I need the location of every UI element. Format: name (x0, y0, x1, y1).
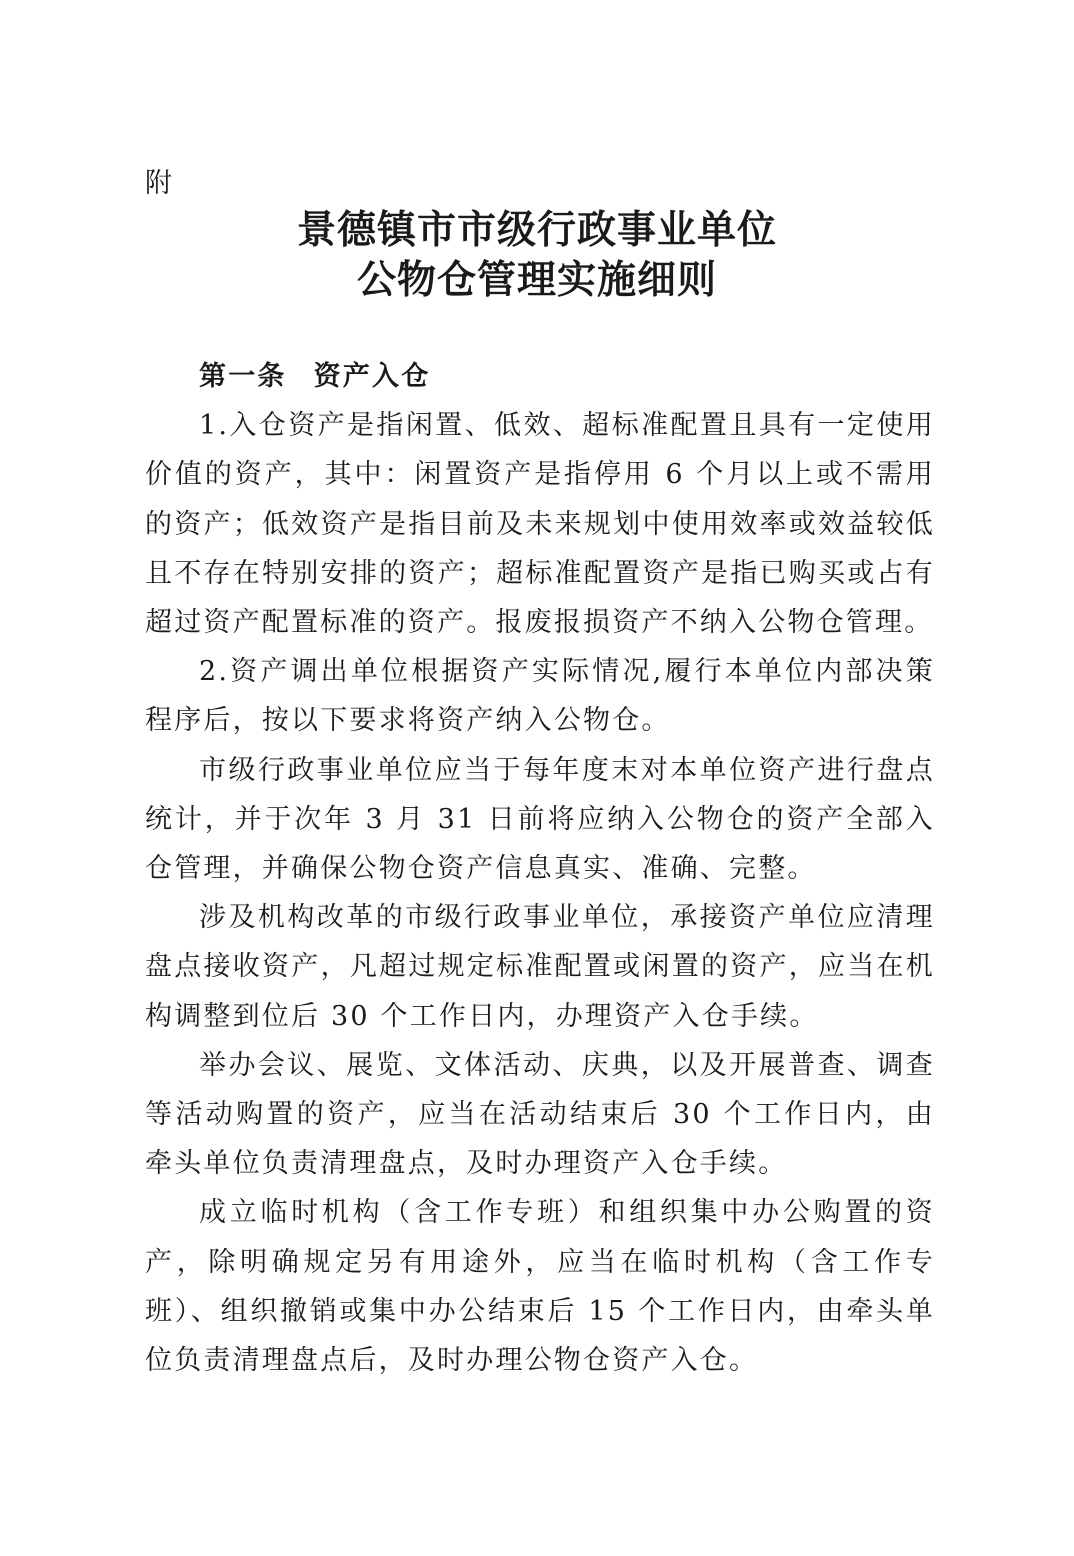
attachment-label: 附 (145, 168, 172, 199)
document-title-line-2: 公物仓管理实施细则 (356, 257, 717, 303)
article-number: 第一条 (199, 361, 287, 392)
article-title: 资产入仓 (313, 361, 431, 392)
paragraph-4: 涉及机构改革的市级行政事业单位，承接资产单位应清理盘点接收资产，凡超过规定标准配置或闲置的资产，应当在机构调整到位后 30 个工作日内，办理资产入仓手续。 (145, 902, 935, 1032)
paragraph-6: 成立临时机构（含工作专班）和组织集中办公购置的资产，除明确规定另有用途外，应当在临时机构（含工作专班）、组织撤销或集中办公结束后 15 个工作日内，由牵头单位负责清理盘点后，及时办理公物仓资产入仓。 (145, 1197, 935, 1377)
paragraph-3: 市级行政事业单位应当于每年度末对本单位资产进行盘点统计，并于次年 3 月 31 日前将应纳入公物仓的资产全部入仓管理，并确保公物仓资产信息真实、准确、完整。 (145, 754, 935, 885)
document-body (145, 352, 935, 1385)
article-heading (145, 352, 935, 401)
paragraph-1: 1.入仓资产是指闲置、低效、超标准配置且具有一定使用价值的资产，其中：闲置资产是指停用 6 个月以上或不需用的资产；低效资产是指目前及未来规划中使用效率或效益较低且不存在特别安排的资产；超标准配置资产是指已购买或占有超过资产配置标准的资产。报废报损资产不纳入公物仓管理。 (145, 410, 935, 639)
paragraph-5: 举办会议、展览、文体活动、庆典，以及开展普查、调查等活动购置的资产，应当在活动结束后 30 个工作日内，由牵头单位负责清理盘点，及时办理资产入仓手续。 (145, 1049, 935, 1180)
paragraph-2: 2.资产调出单位根据资产实际情况,履行本单位内部决策程序后，按以下要求将资产纳入公物仓。 (145, 656, 935, 737)
document-title-line-1: 景德镇市市级行政事业单位 (296, 207, 777, 253)
